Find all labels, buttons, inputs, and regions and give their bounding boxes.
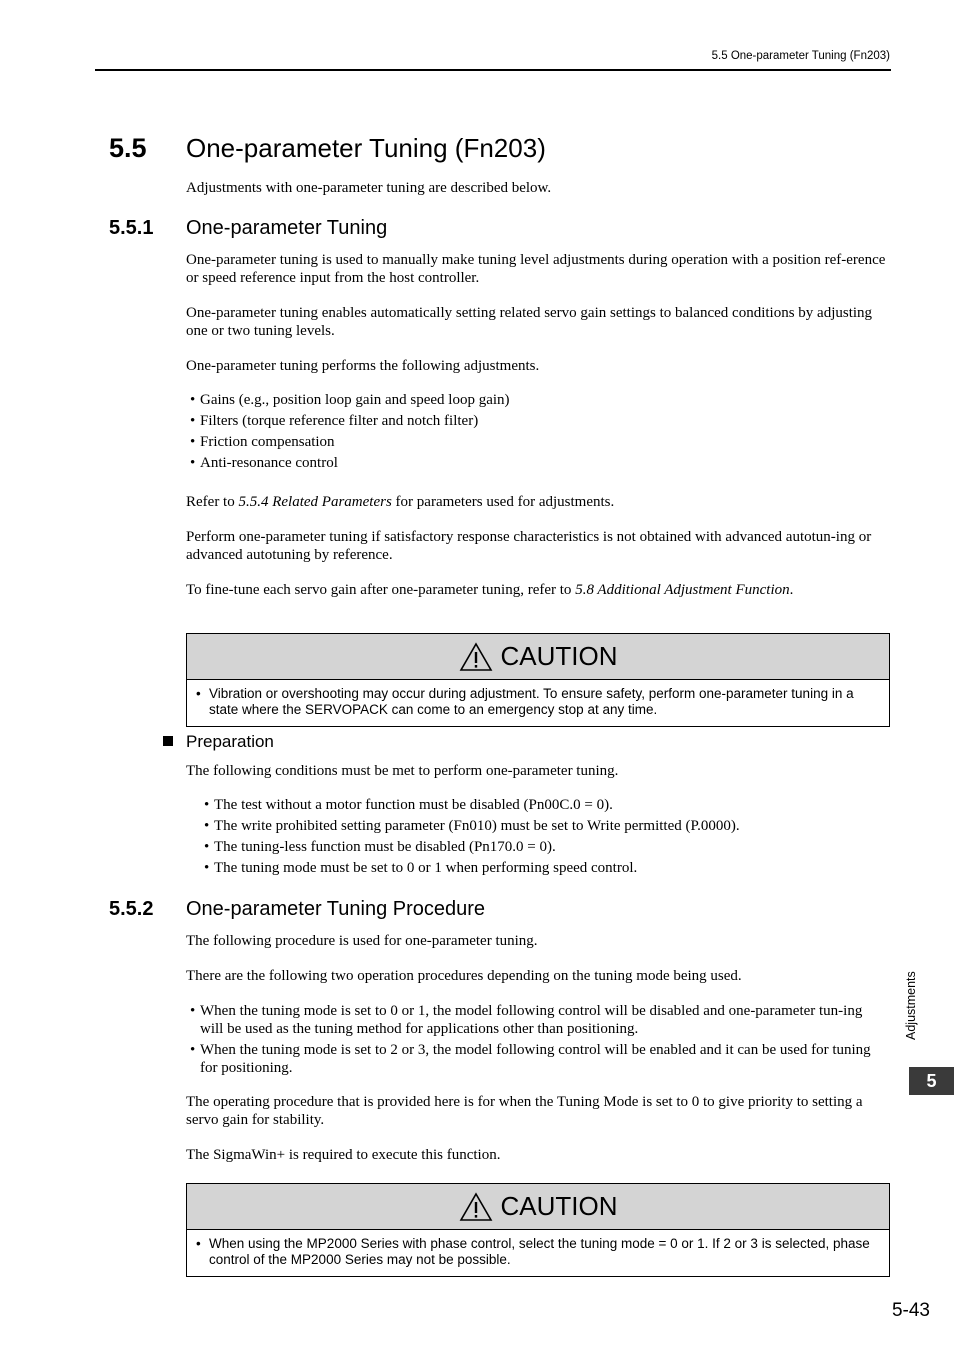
refer-paragraph: Refer to 5.5.4 Related Parameters for parameters used for adjustments. bbox=[186, 494, 615, 510]
subsection-number-551: 5.5.1 bbox=[109, 217, 154, 239]
caution-body: • Vibration or overshooting may occur during adjustment. To ensure safety, perform one-parameter tuning in a state where the SERVOPACK can come to an emergency stop at any time. bbox=[196, 686, 854, 717]
caution-header bbox=[187, 1184, 889, 1230]
paragraph: The SigmaWin+ is required to execute this function. bbox=[186, 1147, 501, 1163]
paragraph: The following procedure is used for one-parameter tuning. bbox=[186, 933, 538, 949]
paragraph: One-parameter tuning is used to manually make tuning level adjustments during operation with a position ref-erence or speed reference input from the host controller. bbox=[186, 252, 886, 286]
paragraph: One-parameter tuning performs the following adjustments. bbox=[186, 358, 540, 374]
caution-box bbox=[186, 633, 890, 727]
subsection-number-552: 5.5.2 bbox=[109, 898, 154, 920]
section-intro: Adjustments with one-parameter tuning are described below. bbox=[186, 180, 552, 196]
list-item: • The test without a motor function must be disabled (Pn00C.0 = 0). bbox=[204, 795, 884, 816]
list-item: • Filters (torque reference filter and notch filter) bbox=[190, 411, 880, 432]
subsection-title-551: One-parameter Tuning bbox=[186, 217, 388, 239]
list-item: • Friction compensation bbox=[190, 432, 880, 453]
list-item: • The write prohibited setting parameter (Fn010) must be set to Write permitted (P.0000). bbox=[204, 816, 884, 837]
finetune-paragraph: To fine-tune each servo gain after one-parameter tuning, refer to 5.8 Additional Adjustment Function. bbox=[186, 582, 794, 598]
paragraph: The following conditions must be met to perform one-parameter tuning. bbox=[186, 763, 619, 779]
running-header: 5.5 One-parameter Tuning (Fn203) bbox=[711, 50, 890, 62]
list-item: • Anti-resonance control bbox=[190, 453, 880, 474]
caution-title: CAUTION bbox=[500, 641, 618, 671]
header-rule bbox=[95, 69, 891, 71]
list-item: • The tuning-less function must be disabled (Pn170.0 = 0). bbox=[204, 837, 884, 858]
paragraph: One-parameter tuning enables automatically setting related servo gain settings to balanced conditions by adjusting one or two tuning levels. bbox=[186, 305, 873, 339]
caution-box bbox=[186, 1183, 890, 1277]
caution-text: When using the MP2000 Series with phase control, select the tuning mode = 0 or 1. If 2 or 3 is selected, phase control of the MP2000 Series may not be possible. bbox=[209, 1236, 870, 1267]
preparation-list bbox=[204, 795, 884, 879]
subsection-title-552: One-parameter Tuning Procedure bbox=[186, 898, 486, 920]
preparation-heading: Preparation bbox=[186, 732, 274, 751]
chapter-tab[interactable]: 5 bbox=[909, 1067, 954, 1095]
list-item: • Gains (e.g., position loop gain and speed loop gain) bbox=[190, 390, 880, 411]
cross-reference-link[interactable]: 5.8 Additional Adjustment Function bbox=[575, 582, 790, 598]
list-item: • When the tuning mode is set to 0 or 1, the model following control will be disabled and one-parameter tun-ing will be used as the tuning method for applications other than positioning. bbox=[190, 1002, 888, 1038]
warning-triangle-icon bbox=[459, 1192, 493, 1222]
list-item: • When the tuning mode is set to 2 or 3, the model following control will be enabled and it can be used for tuning for positioning. bbox=[190, 1041, 888, 1077]
procedure-list bbox=[190, 1002, 888, 1080]
page-number: 5-43 bbox=[891, 1300, 930, 1321]
paragraph: Perform one-parameter tuning if satisfactory response characteristics is not obtained with advanced autotun-ing or advanced autotuning by reference. bbox=[186, 529, 872, 563]
caution-text: Vibration or overshooting may occur during adjustment. To ensure safety, perform one-parameter tuning in a state where the SERVOPACK can come to an emergency stop at any time. bbox=[209, 686, 854, 717]
side-tab-label: Adjustments bbox=[904, 971, 918, 1040]
caution-body: • When using the MP2000 Series with phase control, select the tuning mode = 0 or 1. If 2 or 3 is selected, phase control of the MP2000 Series may not be possible. bbox=[196, 1236, 870, 1267]
section-number: 5.5 bbox=[109, 133, 147, 163]
adjustments-list bbox=[190, 390, 880, 474]
caution-title: CAUTION bbox=[500, 1191, 618, 1221]
warning-triangle-icon bbox=[459, 642, 493, 672]
paragraph: The operating procedure that is provided here is for when the Tuning Mode is set to 0 to give priority to setting a servo gain for stability. bbox=[186, 1094, 863, 1128]
square-bullet-icon bbox=[163, 736, 173, 746]
paragraph: There are the following two operation procedures depending on the tuning mode being used. bbox=[186, 968, 742, 984]
list-item: • The tuning mode must be set to 0 or 1 when performing speed control. bbox=[204, 858, 884, 879]
cross-reference-link[interactable]: 5.5.4 Related Parameters bbox=[238, 494, 392, 510]
section-title: One-parameter Tuning (Fn203) bbox=[186, 133, 546, 163]
caution-header bbox=[187, 634, 889, 680]
